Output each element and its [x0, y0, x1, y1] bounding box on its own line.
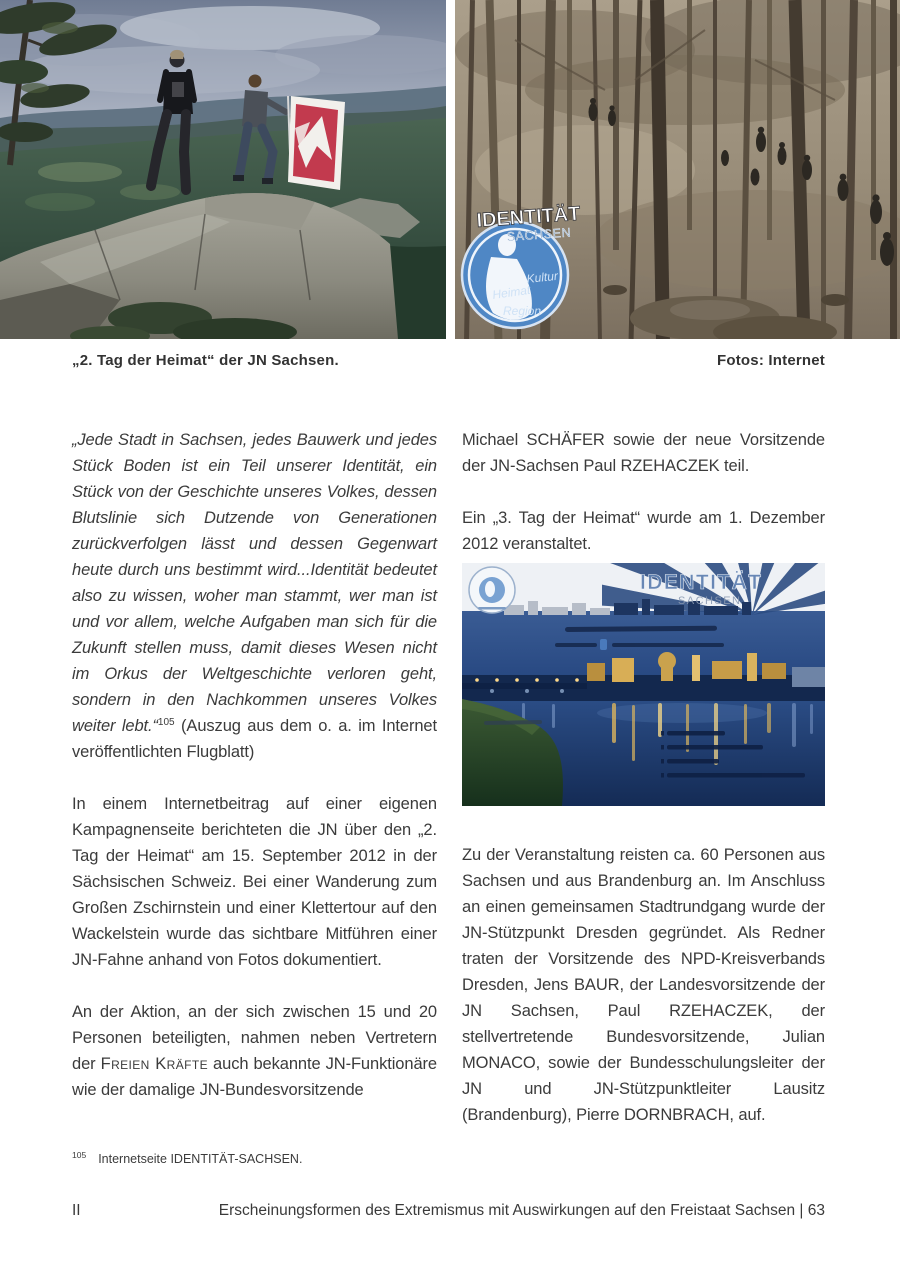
footnote-marker: 105: [72, 1150, 87, 1160]
logo-word-heimat: Heimat: [491, 282, 532, 302]
poster-art: [462, 563, 825, 806]
hikers-photo-art: [0, 0, 446, 339]
photo-hikers-with-flag: [0, 0, 446, 339]
chapter-title-page-number: Erscheinungsformen des Extremismus mit Auswirkungen auf den Freistaat Sachsen | 63: [218, 1202, 825, 1219]
paragraph-aktion-start: An der Aktion, an der sich zwischen 15 und 20 Personen beteiligten, nahmen neben Vertretern der: [72, 1003, 437, 1073]
paragraph-aktion-end: auch bekannte JN-Funktionäre wie der damalige JN-Bundesvorsitzende: [72, 1055, 437, 1099]
forest-photo-art: [455, 0, 900, 339]
poster-subline: SACHSEN: [678, 595, 740, 607]
caption-credit: Fotos: Internet: [717, 352, 825, 369]
photo-caption-row: [72, 352, 825, 369]
caption-left: „2. Tag der Heimat“ der JN Sachsen.: [72, 352, 339, 369]
footnote: [72, 1150, 302, 1166]
logo-word-kultur: Kultur: [525, 268, 559, 286]
quote-text: „Jede Stadt in Sachsen, jedes Bauwerk und jedes Stück Boden ist ein Teil unserer Identität, ein Stück von der Geschichte unseres Volkes, dessen Blutslinie sich Dutzende von Generationen zurückverfolgen lässt und dessen Gegenwart heute durch uns bestimmt wird...Identität bedeutet also zu wissen, woher man stammt, wer man ist und vor allem, welche Aufgaben man sich für die Zukunft stellen muss, damit dieses Wesen nicht im Orkus der Weltgeschichte verloren geht, sondern in den Nachkommen unseres Volkes weiter lebt.“: [72, 431, 437, 735]
poster-headline: IDENTITÄT: [640, 571, 762, 594]
left-text-column: [72, 427, 437, 1129]
paragraph-dritter-tag: Ein „3. Tag der Heimat“ wurde am 1. Dezember 2012 veranstaltet.: [462, 509, 825, 553]
paragraph-internetbeitrag: In einem Internetbeitrag auf einer eigenen Kampagnenseite berichteten die JN über den „2. Tag der Heimat“ am 15. September 2012 in der Sächsischen Schweiz. Bei einer Wanderung zum Großen Zschirnstein und einer Klettertour auf den Wackelstein wurde das sichtbare Mitführen einer JN-Fahne anhand von Fotos dokumentiert.: [72, 795, 437, 969]
quote-tail: (Auszug aus dem o. a. im Internet veröffentlichten Flugblatt): [72, 717, 437, 761]
poster-badge: [469, 567, 515, 613]
paragraph-aktion: [72, 999, 437, 1103]
photo-forest-hike: [455, 0, 900, 339]
paragraph-veranstaltung: Zu der Veranstaltung reisten ca. 60 Personen aus Sachsen und aus Brandenburg an. Im Anschluss an einen gemeinsamen Stadtrundgang wurde der JN-Stützpunkt Dresden gegründet. Als Redner traten der Vorsitzende des NPD-Kreisverbands Dresden, Jens BAUR, der Landesvorsitzende der JN Sachsen, Paul RZEHACZEK, der stellvertretende Bundesvorsitzende, Julian MONACO, sowie der Bundesschulungsleiter der JN und JN-Stützpunktleiter Lausitz (Brandenburg), Pierre DORNBRACH, auf.: [462, 846, 825, 1124]
jn-flag: [288, 96, 345, 190]
event-poster: [462, 563, 825, 806]
freie-kraefte-smallcaps: Freien Kräfte: [100, 1055, 209, 1073]
right-text-column: [462, 427, 825, 1154]
logo-subtitle: SACHSEN: [506, 225, 572, 244]
chapter-numeral: II: [72, 1202, 81, 1219]
page-footer: [72, 1202, 825, 1220]
logo-title: IDENTITÄT: [475, 202, 582, 232]
footnote-reference: 105: [157, 717, 175, 728]
footnote-text: Internetseite IDENTITÄT-SACHSEN.: [98, 1152, 303, 1166]
logo-word-region: Region: [503, 304, 542, 318]
paragraph-schaefer: Michael SCHÄFER sowie der neue Vorsitzende der JN-Sachsen Paul RZEHACZEK teil.: [462, 431, 825, 475]
quote-paragraph: [72, 427, 437, 765]
